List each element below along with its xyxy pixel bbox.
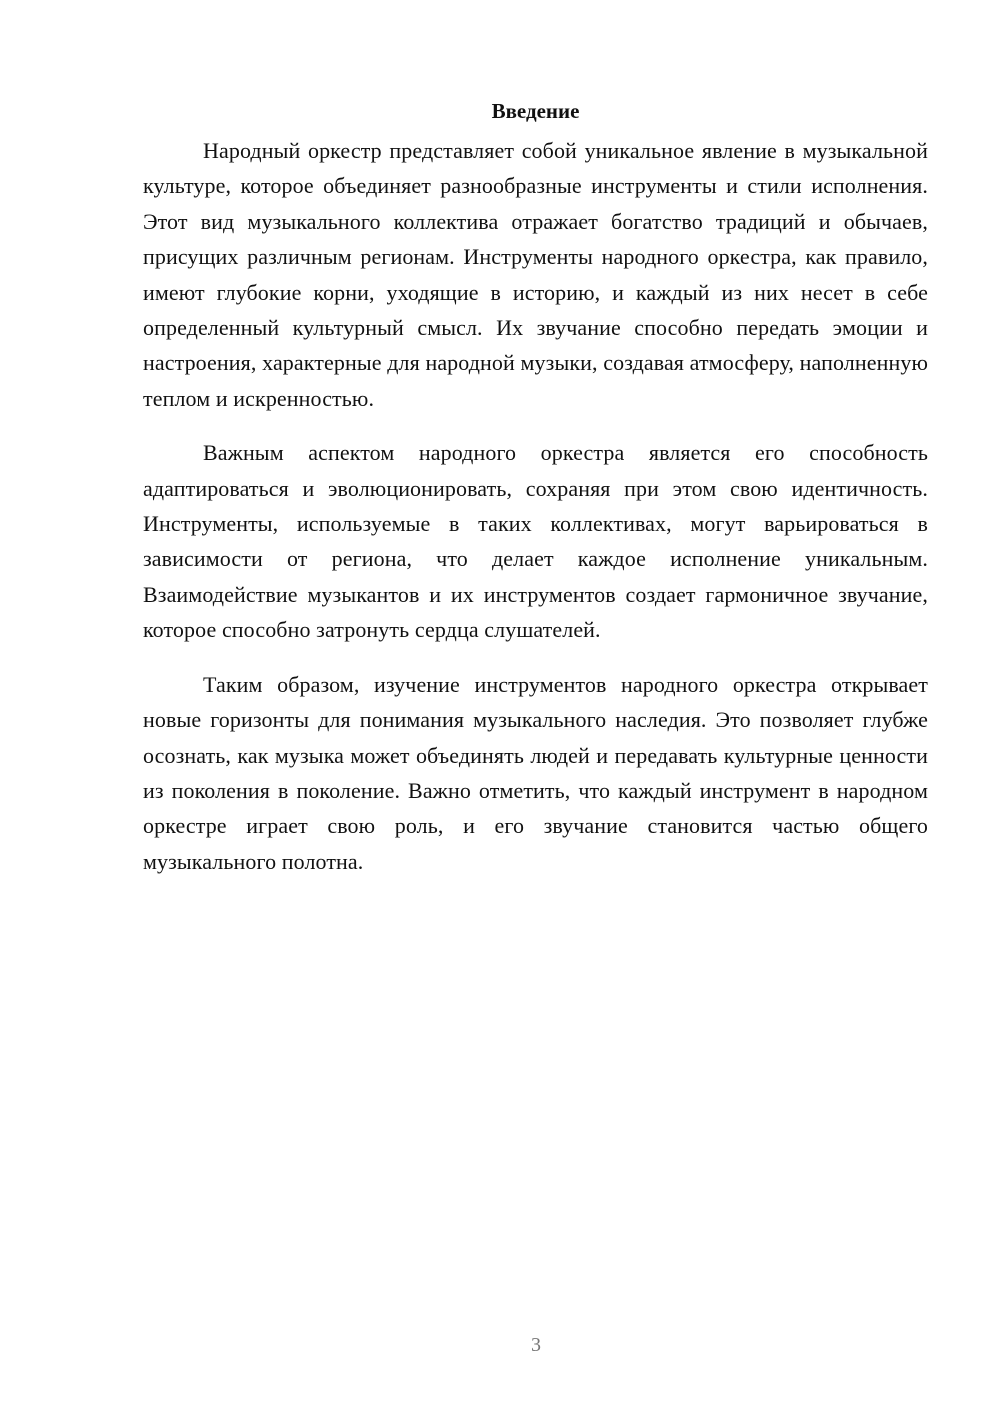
section-title: Введение: [491, 99, 580, 123]
page-content: [143, 96, 928, 898]
page-number: 3: [531, 1334, 541, 1356]
paragraph-2: Важным аспектом народного оркестра является его способность адаптироваться и эволюционировать, сохраняя при этом свою идентичность. Инструменты, используемые в таких коллективах, могут варьироваться в зависимости от региона, что делает каждое исполнение уникальным. Взаимодействие музыкантов и их инструментов создает гармоничное звучание, которое способно затронуть сердца слушателей.: [143, 440, 928, 643]
paragraph-3: Таким образом, изучение инструментов народного оркестра открывает новые горизонты для понимания музыкального наследия. Это позволяет глубже осознать, как музыка может объединять людей и передавать культурные ценности из поколения в поколение. Важно отметить, что каждый инструмент в народном оркестре играет свою роль, и его звучание становится частью общего музыкального полотна.: [143, 671, 928, 874]
paragraph-1: Народный оркестр представляет собой уникальное явление в музыкальной культуре, которое объединяет разнообразные инструменты и стили исполнения. Этот вид музыкального коллектива отражает богатство традиций и обычаев, присущих различным регионам. Инструменты народного оркестра, как правило, имеют глубокие корни, уходящие в историю, и каждый из них несет в себе определенный культурный смысл. Их звучание способно передать эмоции и настроения, характерные для народной музыки, создавая атмосферу, наполненную теплом и искренностью.: [143, 138, 928, 411]
